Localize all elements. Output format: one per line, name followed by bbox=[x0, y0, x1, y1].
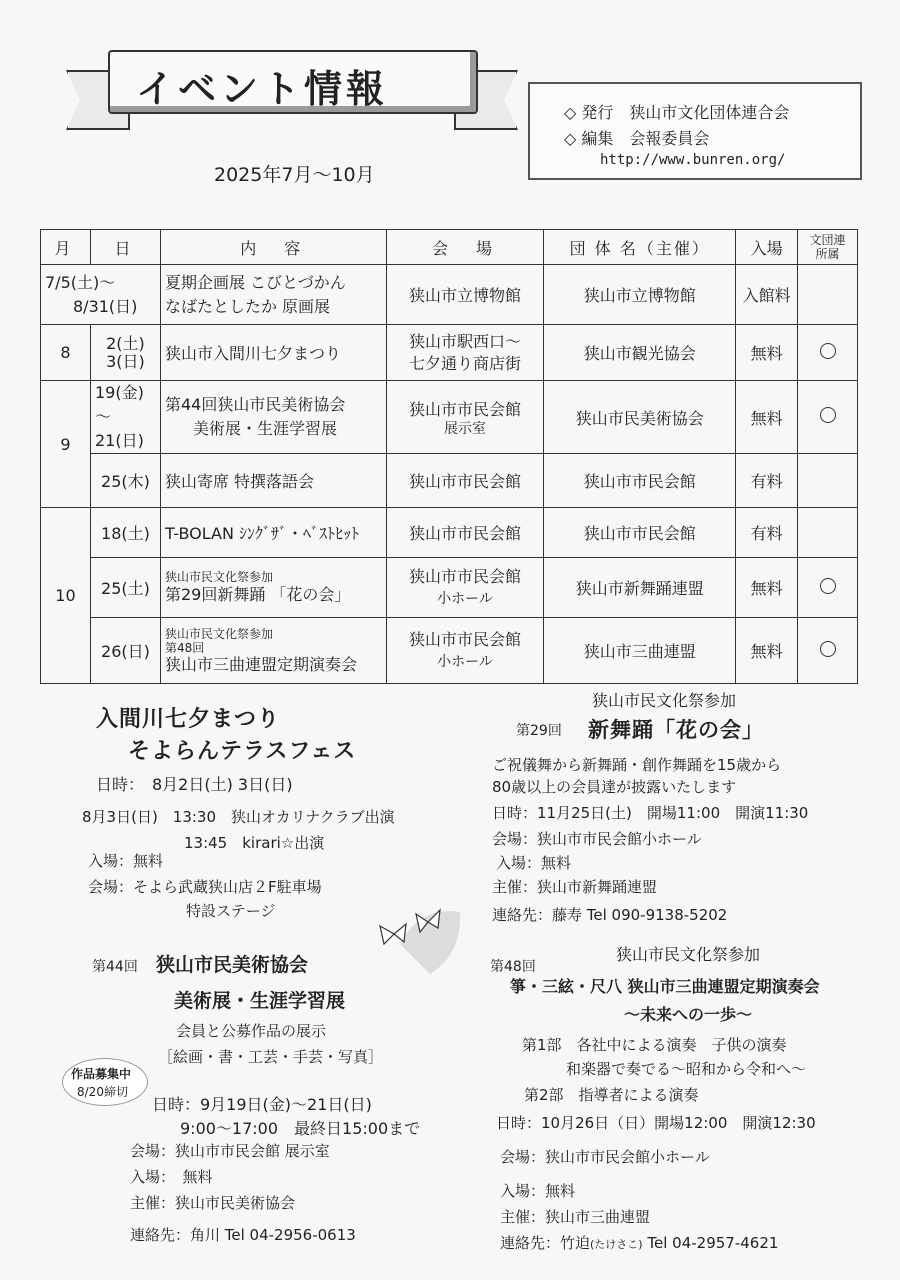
row-venue-2: 小ホール bbox=[437, 653, 493, 670]
col-member bbox=[798, 230, 858, 265]
website-link[interactable]: http://www.bunren.org/ bbox=[600, 152, 786, 168]
col-day: 日 bbox=[90, 230, 160, 265]
row-day-start: 7/5(土)～ bbox=[45, 272, 116, 292]
art-time: 9:00～17:00 最終日15:00まで bbox=[180, 1119, 421, 1138]
tanabata-venue: 会場：そよら武蔵狭山店２F駐車場 bbox=[88, 878, 322, 896]
sankyoku-edition: 第48回 bbox=[490, 959, 536, 975]
row-content: 第29回新舞踊 「花の会」 bbox=[164, 584, 351, 604]
row-venue: 狭山市駅西口～ bbox=[409, 331, 522, 351]
table-row bbox=[41, 558, 858, 618]
row-day-start: 25(土) bbox=[90, 558, 160, 618]
sankyoku-contact bbox=[500, 1232, 778, 1253]
row-org: 狭山市観光協会 bbox=[544, 325, 736, 381]
row-member bbox=[798, 508, 858, 558]
row-entry: 入館料 bbox=[736, 265, 798, 325]
row-day-start: 19(金)～ bbox=[94, 383, 144, 426]
row-org: 狭山市市民会館 bbox=[544, 454, 736, 508]
art-edition: 第44回 bbox=[92, 959, 138, 975]
row-day-start: 2(土) bbox=[106, 333, 145, 353]
sankyoku-subtitle: ～未来への一歩～ bbox=[624, 1005, 753, 1024]
sankyoku-entry: 入場：無料 bbox=[500, 1182, 576, 1200]
table-row bbox=[41, 508, 858, 558]
member-circle-icon bbox=[820, 343, 836, 359]
row-venue: 狭山市立博物館 bbox=[386, 265, 544, 325]
row-content-note-2: 第48回 bbox=[164, 640, 205, 655]
sankyoku-host: 主催：狭山市三曲連盟 bbox=[500, 1208, 651, 1226]
row-day-start: 18(土) bbox=[90, 508, 160, 558]
col-entry: 入場 bbox=[736, 230, 798, 265]
sankyoku-date: 日時：10月26日（日）開場12:00 開演12:30 bbox=[496, 1114, 816, 1132]
row-content: 第44回狭山市民美術協会 bbox=[164, 395, 346, 414]
tanabata-venue-2: 特設ステージ bbox=[186, 902, 276, 920]
dance-host: 主催：狭山市新舞踊連盟 bbox=[492, 878, 658, 896]
dance-description: ご祝儀舞から新舞踊・創作舞踊を15歳から bbox=[492, 756, 782, 774]
publisher-box bbox=[528, 82, 862, 180]
recruit-text: 作品募集中 bbox=[71, 1067, 132, 1081]
event-table bbox=[40, 229, 858, 684]
row-venue: 狭山市市民会館 bbox=[409, 566, 522, 586]
row-entry: 有料 bbox=[736, 508, 798, 558]
sankyoku-contact-reading: (たけさこ) bbox=[590, 1238, 643, 1251]
sankyoku-contact-tel: Tel 04-2957-4621 bbox=[647, 1234, 779, 1252]
row-org: 狭山市市民会館 bbox=[544, 508, 736, 558]
row-content-2: 美術展・生涯学習展 bbox=[192, 419, 337, 438]
member-circle-icon bbox=[820, 641, 836, 657]
art-subtitle: 美術展・生涯学習展 bbox=[174, 990, 346, 1012]
sankyoku-part2: 第2部 指導者による演奏 bbox=[524, 1086, 699, 1104]
tanabata-program-2: 13:45 kirari☆出演 bbox=[184, 834, 325, 852]
col-org: 団 体 名（主催） bbox=[544, 230, 736, 265]
dance-entry: 入場：無料 bbox=[496, 854, 572, 872]
art-venue: 会場：狭山市市民会館 展示室 bbox=[130, 1142, 330, 1160]
art-host: 主催：狭山市民美術協会 bbox=[130, 1194, 296, 1212]
row-day-end: 8/31(日) bbox=[73, 296, 138, 316]
row-member bbox=[798, 454, 858, 508]
sankyoku-festival-note: 狭山市民文化祭参加 bbox=[616, 945, 761, 964]
row-content: 狭山市入間川七夕まつり bbox=[160, 325, 386, 381]
art-date: 日時：9月19日(金)～21日(日) bbox=[152, 1095, 372, 1114]
row-org: 狭山市立博物館 bbox=[544, 265, 736, 325]
editor-line: ◇ 編集 会報委員会 bbox=[564, 129, 710, 148]
butterfly-fan-icon bbox=[370, 904, 464, 990]
table-row bbox=[41, 265, 858, 325]
table-row bbox=[41, 618, 858, 684]
dance-edition: 第29回 bbox=[516, 723, 562, 739]
art-title: 狭山市民美術協会 bbox=[156, 954, 309, 976]
art-contact: 連絡先：角川 Tel 04-2956-0613 bbox=[130, 1226, 356, 1244]
recruit-badge bbox=[62, 1058, 148, 1106]
row-content: 狭山市三曲連盟定期演奏会 bbox=[164, 654, 357, 674]
row-entry: 無料 bbox=[736, 325, 798, 381]
sankyoku-part1: 第1部 各社中による演奏 子供の演奏 bbox=[522, 1036, 787, 1054]
dance-venue: 会場：狭山市市民会館小ホール bbox=[492, 830, 702, 848]
row-day-end: 3(日) bbox=[106, 351, 145, 371]
row-entry: 無料 bbox=[736, 618, 798, 684]
tanabata-entry: 入場：無料 bbox=[88, 852, 164, 870]
table-row bbox=[41, 325, 858, 381]
member-circle-icon bbox=[820, 407, 836, 423]
row-org: 狭山市民美術協会 bbox=[544, 381, 736, 454]
row-org: 狭山市三曲連盟 bbox=[544, 618, 736, 684]
art-description: 会員と公募作品の展示 bbox=[176, 1022, 327, 1040]
row-member bbox=[798, 265, 858, 325]
row-venue-2: 展示室 bbox=[444, 421, 487, 437]
period-label: 2025年7月～10月 bbox=[214, 164, 375, 186]
sankyoku-contact-name: 連絡先：竹迫 bbox=[500, 1234, 591, 1252]
row-month: 9 bbox=[41, 381, 91, 508]
col-month: 月 bbox=[41, 230, 91, 265]
row-content: T-BOLAN ｼﾝｸﾞｻﾞ・ﾍﾞｽﾄﾋｯﾄ bbox=[160, 508, 386, 558]
col-content: 内 容 bbox=[160, 230, 386, 265]
row-org: 狭山市新舞踊連盟 bbox=[544, 558, 736, 618]
row-day-start: 26(日) bbox=[90, 618, 160, 684]
row-content-note: 狭山市民文化祭参加 bbox=[164, 569, 273, 584]
row-content-note: 狭山市民文化祭参加 bbox=[164, 626, 273, 641]
sankyoku-part1-2: 和楽器で奏でる～昭和から令和へ～ bbox=[566, 1060, 807, 1078]
member-circle-icon bbox=[820, 578, 836, 594]
page-title: イベント情報 bbox=[136, 67, 389, 111]
row-venue: 狭山市市民会館 bbox=[386, 508, 544, 558]
row-entry: 無料 bbox=[736, 558, 798, 618]
row-venue: 狭山市市民会館 bbox=[409, 629, 522, 649]
recruit-deadline: 8/20締切 bbox=[77, 1085, 128, 1099]
row-entry: 無料 bbox=[736, 381, 798, 454]
table-row bbox=[41, 381, 858, 454]
row-venue: 狭山市市民会館 bbox=[386, 454, 544, 508]
dance-description-2: 80歳以上の会員達が披露いたします bbox=[492, 778, 737, 796]
table-row bbox=[41, 454, 858, 508]
tanabata-date: 日時： 8月2日(土) 3日(日) bbox=[96, 775, 293, 794]
publisher-line: ◇ 発行 狭山市文化団体連合会 bbox=[564, 103, 790, 122]
row-venue-2: 七夕通り商店街 bbox=[409, 353, 522, 373]
row-venue: 狭山市市民会館 bbox=[409, 400, 522, 419]
art-genres: ［絵画・書・工芸・手芸・写真］ bbox=[158, 1048, 384, 1066]
row-entry: 有料 bbox=[736, 454, 798, 508]
col-member-line1: 文団連 bbox=[809, 233, 846, 247]
tanabata-subtitle: そよらんテラスフェス bbox=[128, 739, 357, 764]
row-day-start: 25(木) bbox=[90, 454, 160, 508]
sankyoku-venue: 会場：狭山市市民会館小ホール bbox=[500, 1148, 710, 1166]
row-content-2: なばたとしたか 原画展 bbox=[164, 296, 331, 316]
sankyoku-title: 箏・三絃・尺八 狭山市三曲連盟定期演奏会 bbox=[510, 977, 820, 996]
tanabata-title: 入間川七夕まつり bbox=[96, 707, 281, 732]
col-member-line2: 所属 bbox=[815, 247, 840, 261]
title-banner bbox=[66, 42, 518, 138]
dance-contact: 連絡先：藤寿 Tel 090-9138-5202 bbox=[492, 906, 728, 924]
dance-festival-note: 狭山市民文化祭参加 bbox=[592, 691, 737, 710]
dance-date: 日時：11月25日(土) 開場11:00 開演11:30 bbox=[492, 804, 809, 822]
row-day-end: 21(日) bbox=[94, 431, 144, 450]
row-venue-2: 小ホール bbox=[437, 590, 493, 607]
row-content: 夏期企画展 こびとづかん bbox=[164, 272, 346, 292]
row-month: 10 bbox=[41, 508, 91, 684]
row-month: 8 bbox=[41, 325, 91, 381]
table-header-row bbox=[41, 230, 858, 265]
row-content: 狭山寄席 特撰落語会 bbox=[160, 454, 386, 508]
dance-title: 新舞踊「花の会」 bbox=[588, 718, 764, 742]
tanabata-program-1: 8月3日(日) 13:30 狭山オカリナクラブ出演 bbox=[82, 808, 395, 826]
col-venue: 会 場 bbox=[386, 230, 544, 265]
art-entry: 入場： 無料 bbox=[130, 1168, 213, 1186]
